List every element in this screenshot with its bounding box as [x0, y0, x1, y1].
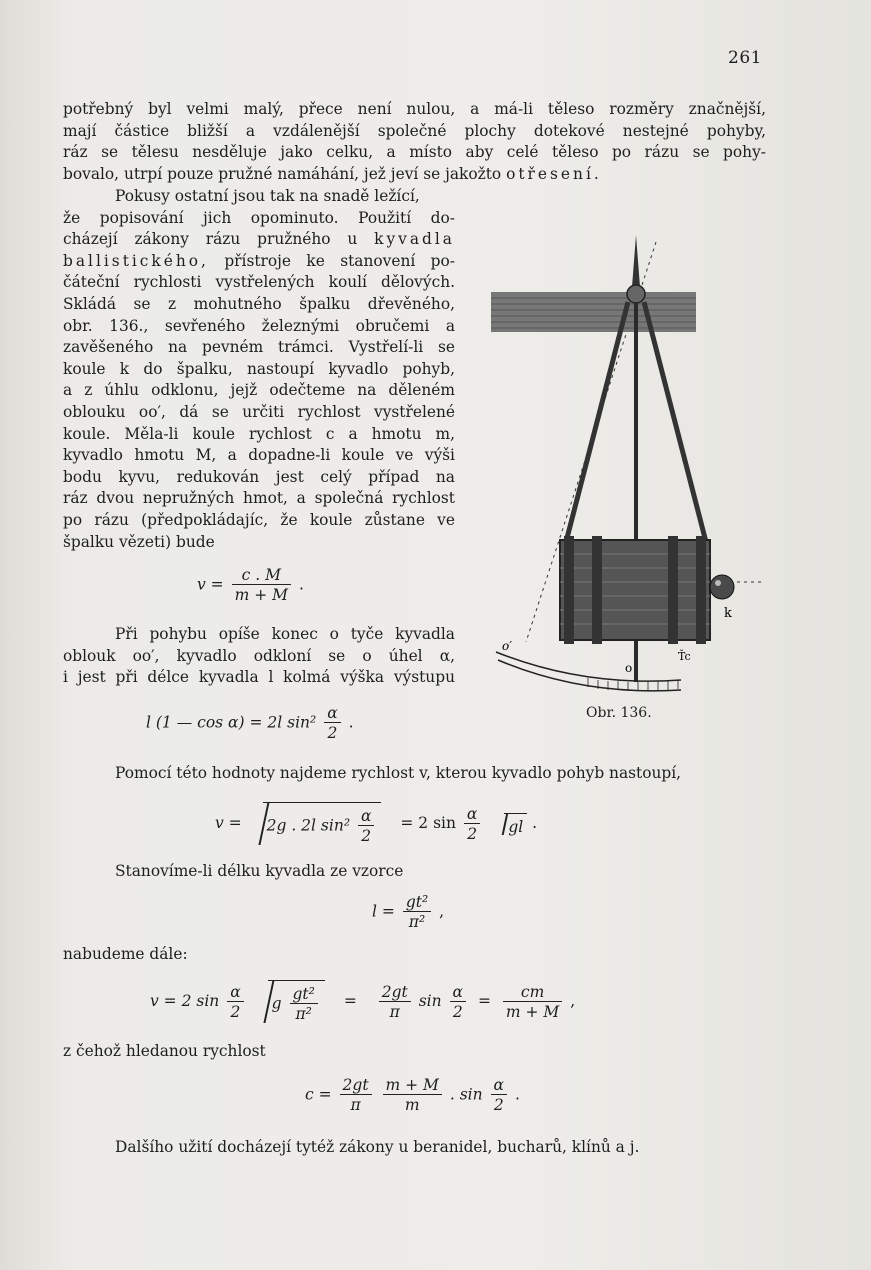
formula-lhs: v = 2 sin [150, 992, 220, 1010]
text-line: obr. 136., sevřeného železnými obručemi a [63, 316, 455, 335]
formula-lhs: v = [197, 575, 224, 594]
left-rod [566, 302, 628, 542]
formula-end: . [348, 713, 354, 732]
wooden-block [560, 540, 710, 640]
fraction [464, 805, 480, 844]
ball-k-icon [710, 575, 734, 599]
fraction [358, 807, 374, 846]
formula-end: . [514, 1085, 520, 1104]
paragraph-5: Stanovíme-li délku kyvadla ze vzorce [115, 862, 404, 880]
paragraph-7: z čehož hledanou rychlost [63, 1042, 266, 1060]
numerator: α [450, 983, 466, 1002]
text-line: bodu kyvu, redukován jest celý případ na [63, 467, 455, 486]
text-line: špalku vězeti) bude [63, 532, 215, 551]
text-span: přístroje ke stanovení po- [224, 251, 455, 270]
formula-end: , [439, 902, 445, 921]
radicand: g [271, 994, 282, 1013]
text-line: oblouk oo′, kyvadlo odkloní se o úhel α, [63, 646, 455, 665]
engraver-signature: Ťc [678, 650, 691, 663]
paragraph-1 [63, 99, 766, 185]
label-o: o [625, 661, 633, 675]
formula-lhs: l (1 — cos α) = 2l sin² [146, 713, 317, 732]
text-line: i jest při délce kyvadla l kolmá výška výstupu [63, 668, 455, 687]
formula-lhs: l = [372, 902, 395, 921]
text-line: Pokusy ostatní jsou tak na snadě ležící, [115, 187, 420, 205]
fraction [491, 1076, 507, 1115]
equals: = [477, 992, 491, 1010]
iron-band [668, 536, 678, 644]
pivot-icon [627, 285, 645, 303]
text-line [63, 251, 455, 273]
text-line: Skládá se z mohutného špalku dřevěného, [63, 294, 455, 313]
emphasis-kyvadla: kyvadla [374, 230, 455, 249]
denominator: 2 [452, 1002, 463, 1021]
square-root [263, 802, 382, 846]
paragraph-6: nabudeme dále: [63, 945, 188, 963]
right-rod [644, 302, 706, 542]
denominator: π² [408, 913, 426, 931]
formula-5 [150, 980, 575, 1024]
text-line [63, 229, 455, 251]
formula-2 [146, 704, 354, 743]
fraction [383, 1076, 442, 1115]
denominator: π [350, 1096, 361, 1114]
emphasis-ballistickeho: ballistického, [63, 251, 209, 270]
paragraph-3 [63, 624, 455, 689]
paragraph-8: Dalšího užití docházejí tytéž zákony u beranidel, bucharů, klínů a j. [115, 1138, 640, 1156]
denominator: π [389, 1002, 400, 1021]
ballistic-pendulum-figure [488, 232, 768, 698]
text-line: po rázu (předpokládajíc, že koule zůstane ve [63, 510, 455, 529]
radicand: gl [508, 817, 524, 836]
paragraph-2 [63, 186, 455, 553]
formula-6 [305, 1076, 520, 1115]
emphasis-otreseni: otřesení. [506, 164, 602, 183]
numerator: α [324, 704, 340, 723]
numerator: α [464, 805, 480, 824]
text-span: bovalo, utrpí pouze pružné namáhání, jež jeví se jakožto [63, 164, 502, 183]
fraction [227, 983, 243, 1022]
numerator: α [491, 1076, 507, 1095]
formula-end: . [532, 814, 538, 832]
numerator: α [227, 983, 243, 1002]
formula-mid: . sin [449, 1085, 483, 1104]
denominator: 2 [327, 724, 338, 742]
fraction [450, 983, 466, 1022]
text-line: mají částice bližší a vzdálenější společné plochy dotekové nestejné pohyby, [63, 121, 766, 140]
denominator: 2 [230, 1002, 241, 1021]
numerator: gt² [290, 985, 318, 1004]
label-k: k [724, 606, 732, 621]
fraction [403, 893, 431, 932]
formula-mid: = 2 sin [400, 814, 456, 832]
left-iron-band [564, 536, 574, 644]
formula-end: . [298, 575, 304, 594]
denominator: 2 [493, 1096, 504, 1114]
text-line: koule. Měla-li koule rychlost c a hmotu m, [63, 424, 455, 443]
ball-highlight [715, 580, 721, 586]
denominator: m + M [505, 1002, 560, 1021]
denominator: m [404, 1096, 420, 1114]
formula-lhs: c = [305, 1085, 332, 1104]
fraction [379, 983, 411, 1022]
formula-lhs: v = [215, 814, 242, 832]
formula-4 [372, 893, 444, 932]
fraction [503, 983, 562, 1022]
denominator: m + M [234, 586, 289, 604]
text-line: že popisování jich opominuto. Použití do- [63, 208, 455, 227]
denominator: 2 [361, 827, 372, 845]
scale-arc-inner [498, 660, 681, 691]
page-number: 261 [728, 48, 762, 68]
denominator: 2 [467, 824, 478, 843]
text-line: Při pohybu opíše konec o tyče kyvadla [115, 625, 455, 643]
denominator: π² [295, 1005, 312, 1023]
text-line: a z úhlu odklonu, jejž odečteme na děleném [63, 381, 455, 400]
formula-1 [197, 566, 304, 605]
numerator: m + M [383, 1076, 442, 1095]
text-span: cházejí zákony rázu pružného u [63, 230, 358, 249]
text-line: kyvadlo hmotu M, a dopadne-li koule ve výši [63, 446, 455, 465]
numerator: cm [503, 983, 562, 1002]
formula-3 [215, 802, 537, 846]
numerator: 2gt [379, 983, 411, 1002]
text-line: ráz dvou nepružných hmot, a společná rychlost [63, 489, 455, 508]
square-root [268, 980, 325, 1024]
figure-caption: Obr. 136. [586, 705, 652, 721]
fraction [290, 985, 318, 1024]
numerator: gt² [403, 893, 431, 912]
numerator: 2gt [340, 1076, 372, 1095]
text-line [63, 164, 766, 186]
text-line: čáteční rychlosti vystřelených koulí dělových. [63, 273, 455, 292]
text-line: potřebný byl velmi malý, přece není nulou, a má-li těleso rozměry značnější, [63, 100, 766, 118]
right-iron-band [696, 536, 706, 644]
text-line: oblouku oo′, dá se určiti rychlost vystřelené [63, 402, 455, 421]
scale-arc [496, 652, 681, 681]
paragraph-4: Pomocí této hodnoty najdeme rychlost v, kterou kyvadlo pohyb nastoupí, [115, 764, 682, 782]
equals: = [343, 992, 357, 1010]
iron-band [592, 536, 602, 644]
fraction [232, 566, 291, 605]
square-root [504, 813, 527, 836]
scale-ticks [588, 678, 678, 691]
numerator: c . M [232, 566, 291, 585]
label-o-prime: o′ [502, 639, 512, 653]
fraction [324, 704, 340, 743]
sin-label: sin [418, 992, 442, 1010]
text-line: ráz se tělesu nesděluje jako celku, a místo aby celé těleso po rázu se pohy- [63, 143, 766, 162]
fraction [340, 1076, 372, 1115]
formula-end: , [570, 992, 576, 1010]
text-line: koule k do špalku, nastoupí kyvadlo pohyb, [63, 359, 455, 378]
text-line: zavěšeného na pevném trámci. Vystřelí-li se [63, 338, 455, 357]
radicand: 2g . 2l sin² [266, 816, 351, 835]
numerator: α [358, 807, 374, 826]
pointer-tip [632, 235, 640, 287]
